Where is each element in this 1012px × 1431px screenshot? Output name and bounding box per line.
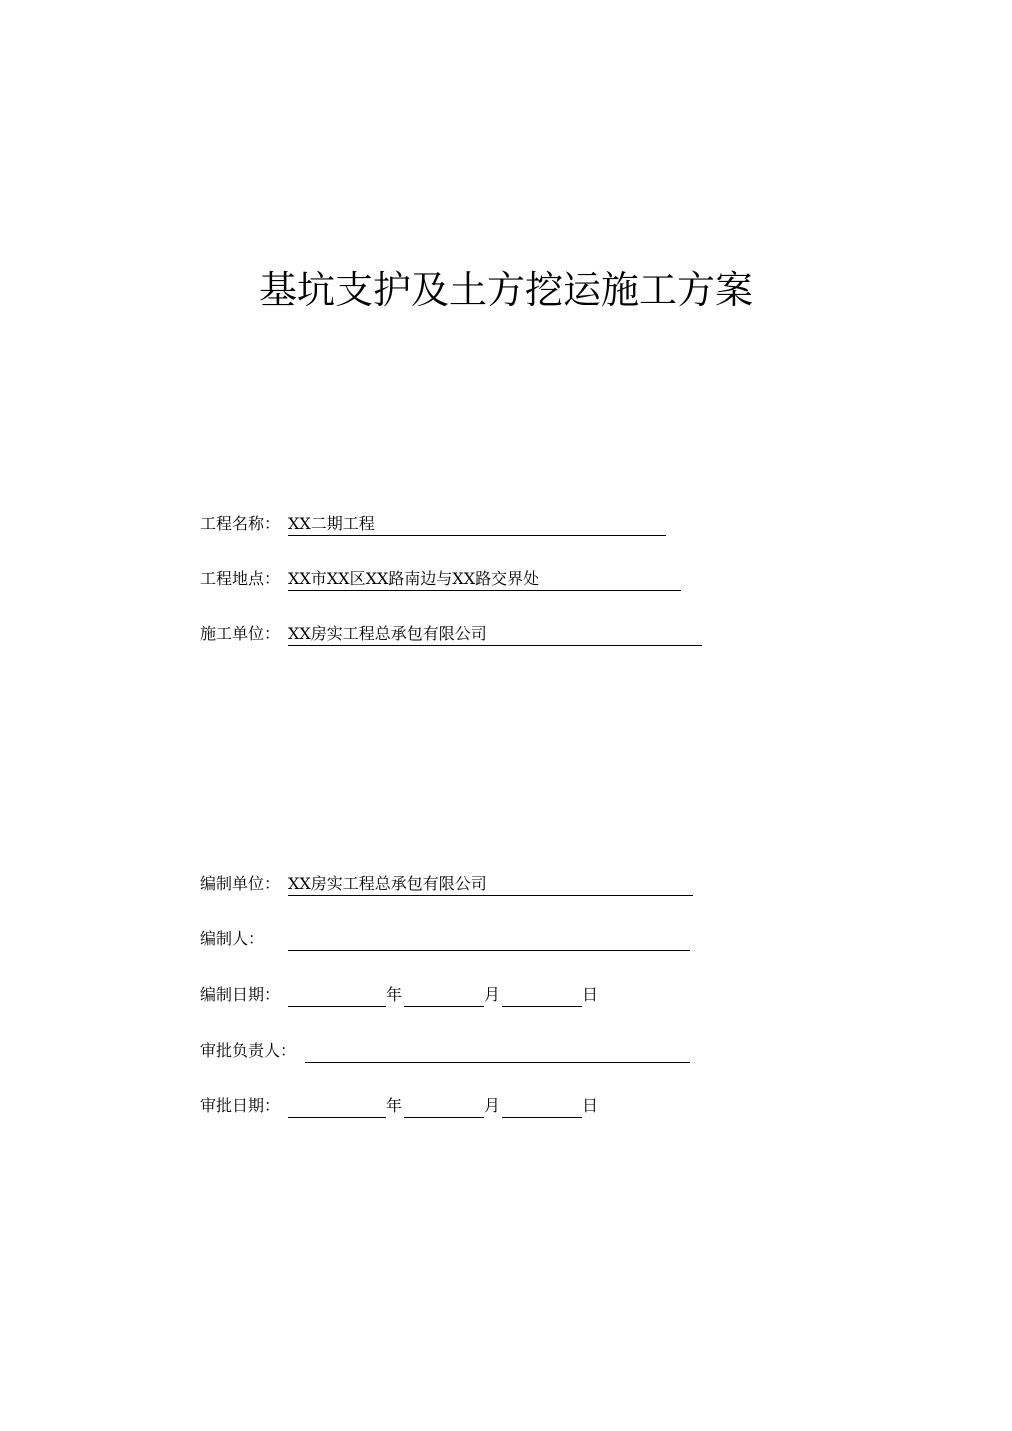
compile-day-field bbox=[502, 983, 582, 1007]
compiler-label: 编制人： bbox=[200, 929, 265, 948]
project-location-label: 工程地点： bbox=[200, 569, 281, 588]
project-name-label: 工程名称： bbox=[200, 514, 281, 533]
compile-day-char: 日 bbox=[582, 985, 599, 1004]
approve-month-field bbox=[404, 1094, 484, 1118]
compiling-unit-value: XX房实工程总承包有限公司 bbox=[288, 874, 487, 893]
approve-day-field bbox=[502, 1094, 582, 1118]
approve-year-char: 年 bbox=[386, 1096, 403, 1115]
approver-label: 审批负责人： bbox=[200, 1041, 297, 1060]
compile-date-label: 编制日期： bbox=[200, 985, 281, 1004]
project-name-value: XX二期工程 bbox=[288, 514, 375, 533]
document-title: 基坑支护及土方挖运施工方案 bbox=[258, 268, 753, 312]
construction-unit-label: 施工单位： bbox=[200, 624, 281, 643]
approve-year-field bbox=[288, 1094, 386, 1118]
project-location-value: XX市XX区XX路南边与XX路交界处 bbox=[288, 569, 540, 588]
compiling-unit-field bbox=[288, 872, 693, 896]
project-location-field bbox=[288, 567, 681, 591]
approve-month-char: 月 bbox=[484, 1096, 501, 1115]
compile-month-field bbox=[404, 983, 484, 1007]
compile-year-char: 年 bbox=[386, 985, 403, 1004]
approve-day-char: 日 bbox=[582, 1096, 599, 1115]
approve-date-label: 审批日期： bbox=[200, 1096, 281, 1115]
construction-unit-field bbox=[288, 622, 702, 646]
construction-unit-value: XX房实工程总承包有限公司 bbox=[288, 624, 487, 643]
compiler-field bbox=[288, 927, 690, 951]
approver-field bbox=[305, 1039, 690, 1063]
project-name-field bbox=[288, 512, 666, 536]
compile-year-field bbox=[288, 983, 386, 1007]
compile-month-char: 月 bbox=[484, 985, 501, 1004]
compiling-unit-label: 编制单位： bbox=[200, 874, 281, 893]
